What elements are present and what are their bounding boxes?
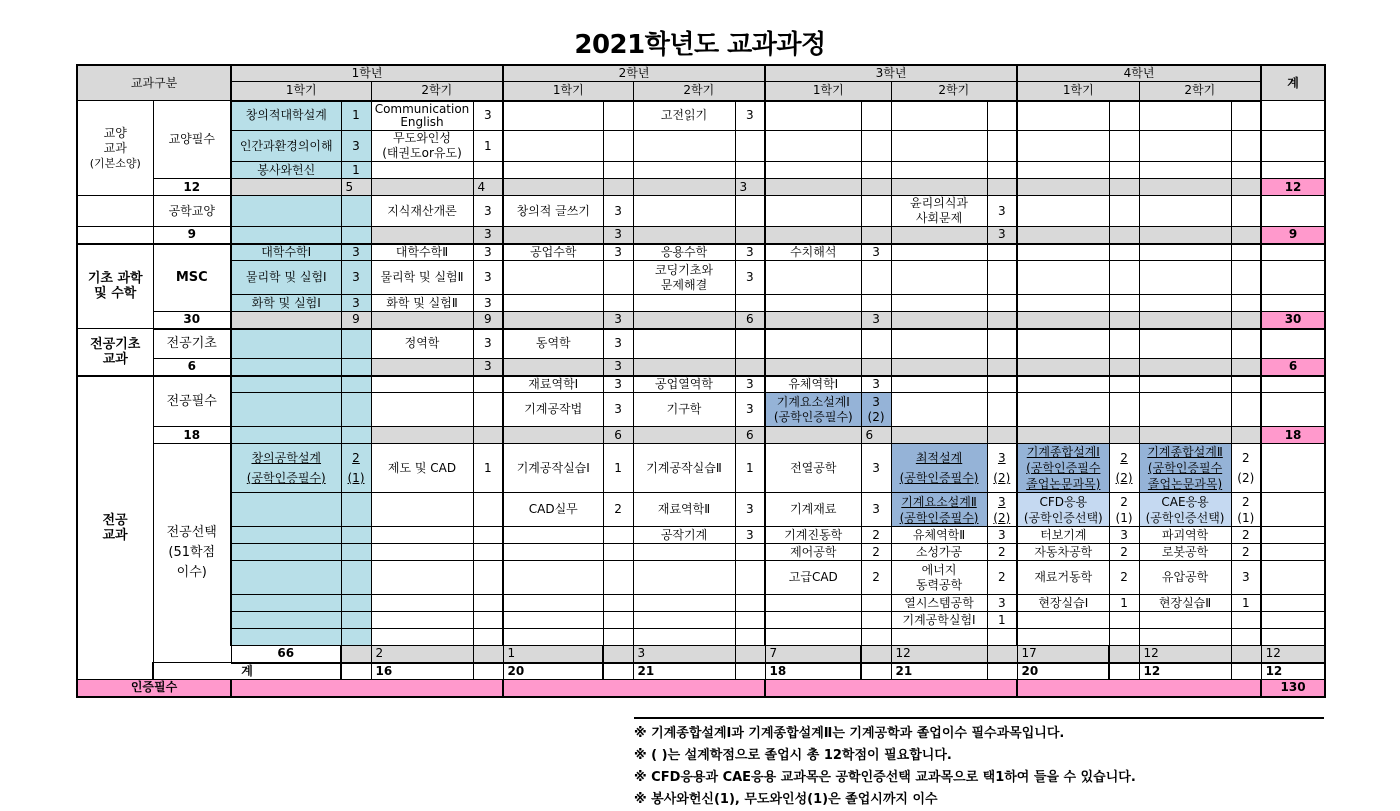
group-basic: 기초 과학 및 수학 xyxy=(77,244,153,329)
course-cell: 유체역학Ⅱ xyxy=(891,527,987,544)
course-cell: 응용수학 xyxy=(633,244,735,261)
subtotal-cell: 6 xyxy=(603,427,633,444)
course-cell: 화학 및 실험Ⅰ xyxy=(231,295,341,312)
subtotal-cell: 9 xyxy=(341,312,371,329)
header-total: 계 xyxy=(1261,65,1325,101)
subtotal-label: 6 xyxy=(153,359,231,376)
credit-cell: 3 xyxy=(861,376,891,393)
subtotal-cell: 3 xyxy=(603,312,633,329)
credit-cell: 3 xyxy=(603,196,633,227)
grand-total-cell: 21 xyxy=(633,663,735,680)
credit-cell: 3 xyxy=(861,244,891,261)
course-cell: 기계공작실습Ⅰ xyxy=(503,444,603,493)
credit-cell: 3 xyxy=(473,329,503,359)
total-cell: 6 xyxy=(1261,359,1325,376)
subtotal-label: 12 xyxy=(153,179,231,196)
credit-cell: 3 xyxy=(341,244,371,261)
category-major-elec: 전공선택 (51학점 이수) xyxy=(153,444,231,663)
category-major-req: 전공필수 xyxy=(153,376,231,427)
course-cell: 지식재산개론 xyxy=(371,196,473,227)
course-cell: 고급CAD xyxy=(765,561,861,595)
course-cell: CAD실무 xyxy=(503,493,603,527)
course-cell: 열시스템공학 xyxy=(891,595,987,612)
course-cell: 코딩기초와 문제해결 xyxy=(633,261,735,295)
course-cell: 화학 및 실험Ⅱ xyxy=(371,295,473,312)
header-sem: 2학기 xyxy=(891,82,1017,101)
credit-cell: 3 (2) xyxy=(861,393,891,427)
credit-cell: 3 xyxy=(735,393,765,427)
subtotal-cell: 1 xyxy=(503,646,603,663)
header-sem: 1학기 xyxy=(231,82,371,101)
credit-cell: 3 xyxy=(1109,527,1139,544)
subtotal-label: 30 xyxy=(153,312,231,329)
credit-cell: 3 xyxy=(735,527,765,544)
grand-total-cell: 16 xyxy=(371,663,473,680)
credit-cell: 1 xyxy=(341,162,371,179)
curriculum-table xyxy=(76,64,1326,698)
credit-cell: 1 xyxy=(473,131,503,162)
grand-total-cell: 20 xyxy=(1017,663,1109,680)
credit-cell: 3 xyxy=(987,527,1017,544)
course-cell: 인간과환경의이해 xyxy=(231,131,341,162)
course-cell: 현장실습Ⅱ xyxy=(1139,595,1231,612)
course-cell: 에너지 동력공학 xyxy=(891,561,987,595)
course-cell: 기계공작실습Ⅱ xyxy=(633,444,735,493)
credit-cell: 3 xyxy=(735,101,765,131)
subtotal-cell: 3 xyxy=(603,359,633,376)
course-cell: 전열공학 xyxy=(765,444,861,493)
credit-cell: 2 (1) xyxy=(341,444,371,493)
credit-cell: 2 xyxy=(861,527,891,544)
credit-cell: 1 xyxy=(987,612,1017,629)
course-cell: 고전읽기 xyxy=(633,101,735,131)
course-cell: 물리학 및 실험Ⅰ xyxy=(231,261,341,295)
category-msc: MSC xyxy=(153,244,231,312)
credit-cell: 3 xyxy=(603,393,633,427)
course-cell: 파괴역학 xyxy=(1139,527,1231,544)
footnotes xyxy=(634,717,1324,811)
credit-cell: 2 (2) xyxy=(1231,444,1261,493)
credit-cell: 3 xyxy=(861,444,891,493)
course-cell: 물리학 및 실험Ⅱ xyxy=(371,261,473,295)
header-sem: 1학기 xyxy=(1017,82,1139,101)
course-cell: Communication English xyxy=(371,101,473,131)
course-cell: 유체역학Ⅰ xyxy=(765,376,861,393)
credit-cell: 3 xyxy=(473,244,503,261)
credit-cell: 3 xyxy=(603,329,633,359)
total-cell: 18 xyxy=(1261,427,1325,444)
cert-required-label: 인증필수 xyxy=(77,680,231,697)
subtotal-label: 9 xyxy=(153,227,231,244)
header-year-2: 2학년 xyxy=(503,65,765,82)
credit-cell: 2 xyxy=(861,544,891,561)
credit-cell: 2 (2) xyxy=(1109,444,1139,493)
subtotal-cell: 4 xyxy=(473,179,503,196)
credit-cell: 2 xyxy=(987,544,1017,561)
course-cell: 기계진동학 xyxy=(765,527,861,544)
credit-cell: 3 xyxy=(603,376,633,393)
footnote: ※ 봉사와헌신(1), 무도와인성(1)은 졸업시까지 이수 xyxy=(634,792,938,807)
course-cell: 현장실습Ⅰ xyxy=(1017,595,1109,612)
grand-total-cell: 20 xyxy=(503,663,603,680)
credit-cell: 3 (2) xyxy=(987,493,1017,527)
course-cell: 창의공학설계 (공학인증필수) xyxy=(231,444,341,493)
subtotal-cell: 3 xyxy=(603,227,633,244)
course-cell: 봉사와헌신 xyxy=(231,162,341,179)
header-category: 교과구분 xyxy=(77,65,231,101)
course-cell: 최적설계 (공학인증필수) xyxy=(891,444,987,493)
credit-cell: 3 xyxy=(735,376,765,393)
course-cell: CFD응용 (공학인증선택) xyxy=(1017,493,1109,527)
course-cell: 공작기계 xyxy=(633,527,735,544)
footnote: ※ 기계종합설계Ⅰ과 기계종합설계Ⅱ는 기계공학과 졸업이수 필수과목입니다. xyxy=(634,726,1065,741)
header-sem: 1학기 xyxy=(503,82,633,101)
course-cell: 유압공학 xyxy=(1139,561,1231,595)
subtotal-cell: 7 xyxy=(765,646,861,663)
course-cell: 정역학 xyxy=(371,329,473,359)
course-cell: 기계종합설계Ⅱ (공학인증필수 졸업논문과목) xyxy=(1139,444,1231,493)
course-cell: 기계요소설계Ⅰ (공학인증필수) xyxy=(765,393,861,427)
course-cell: 공업열역학 xyxy=(633,376,735,393)
course-cell: 소성가공 xyxy=(891,544,987,561)
course-cell: 기계재료 xyxy=(765,493,861,527)
subtotal-cell: 2 xyxy=(371,646,473,663)
credit-cell: 3 xyxy=(1231,561,1261,595)
subtotal-cell: 12 xyxy=(1261,646,1325,663)
credit-cell: 1 xyxy=(341,101,371,131)
credit-cell: 3 xyxy=(473,196,503,227)
credit-cell: 3 xyxy=(341,261,371,295)
grand-total-label: 계 xyxy=(153,663,341,680)
course-cell: 대학수학Ⅱ xyxy=(371,244,473,261)
subtotal-cell: 3 xyxy=(735,179,765,196)
credit-cell: 2 (1) xyxy=(1109,493,1139,527)
header-year-3: 3학년 xyxy=(765,65,1017,82)
cert-required-total: 130 xyxy=(1261,680,1325,697)
footnote: ※ CFD응용과 CAE응용 교과목은 공학인증선택 교과목으로 택1하여 들을 수 있습니다. xyxy=(634,770,1136,785)
subtotal-cell: 3 xyxy=(473,359,503,376)
category-eng-lib: 공학교양 xyxy=(153,196,231,227)
subtotal-cell: 12 xyxy=(891,646,987,663)
subtotal-cell: 3 xyxy=(861,312,891,329)
credit-cell: 2 xyxy=(987,561,1017,595)
header-sem: 2학기 xyxy=(633,82,765,101)
course-cell: 기계공작법 xyxy=(503,393,603,427)
total-cell: 30 xyxy=(1261,312,1325,329)
subtotal-label: 66 xyxy=(231,646,341,663)
course-cell: 기구학 xyxy=(633,393,735,427)
subtotal-cell: 5 xyxy=(341,179,371,196)
course-cell: 수치해석 xyxy=(765,244,861,261)
credit-cell: 2 xyxy=(1231,544,1261,561)
header-year-4: 4학년 xyxy=(1017,65,1261,82)
credit-cell: 3 xyxy=(735,493,765,527)
course-cell: 윤리의식과 사회문제 xyxy=(891,196,987,227)
credit-cell: 1 xyxy=(1109,595,1139,612)
header-sem: 2학기 xyxy=(1139,82,1261,101)
course-cell: CAE응용 (공학인증선택) xyxy=(1139,493,1231,527)
grand-total-cell: 12 xyxy=(1261,663,1325,680)
subtotal-cell: 6 xyxy=(861,427,891,444)
grand-total-cell: 18 xyxy=(765,663,861,680)
page-title: 2021학년도 교과과정 xyxy=(574,30,826,60)
subtotal-cell: 12 xyxy=(1139,646,1231,663)
category-liberal-req: 교양필수 xyxy=(153,101,231,179)
group-liberal: 교양 교과 (기본소양) xyxy=(77,101,153,196)
course-cell: 재료역학Ⅱ xyxy=(633,493,735,527)
course-cell: 창의적대학설계 xyxy=(231,101,341,131)
credit-cell: 3 xyxy=(735,261,765,295)
course-cell: 터보기계 xyxy=(1017,527,1109,544)
course-cell: 로봇공학 xyxy=(1139,544,1231,561)
header-sem: 1학기 xyxy=(765,82,891,101)
subtotal-cell: 3 xyxy=(633,646,735,663)
course-cell: 동역학 xyxy=(503,329,603,359)
credit-cell: 3 xyxy=(341,295,371,312)
credit-cell: 3 xyxy=(341,131,371,162)
course-cell: 기계종합설계Ⅰ (공학인증필수 졸업논문과목) xyxy=(1017,444,1109,493)
credit-cell: 1 xyxy=(603,444,633,493)
subtotal-cell: 9 xyxy=(473,312,503,329)
subtotal-cell: 6 xyxy=(735,427,765,444)
credit-cell: 3 xyxy=(603,244,633,261)
credit-cell: 2 xyxy=(1109,561,1139,595)
grand-total-cell: 12 xyxy=(1139,663,1231,680)
header-sem: 2학기 xyxy=(371,82,503,101)
credit-cell: 1 xyxy=(1231,595,1261,612)
course-cell: 제도 및 CAD xyxy=(371,444,473,493)
subtotal-label: 18 xyxy=(153,427,231,444)
course-cell: 제어공학 xyxy=(765,544,861,561)
credit-cell: 1 xyxy=(473,444,503,493)
course-cell: 자동차공학 xyxy=(1017,544,1109,561)
credit-cell: 3 xyxy=(473,295,503,312)
credit-cell: 2 xyxy=(861,561,891,595)
credit-cell: 3 xyxy=(473,261,503,295)
subtotal-cell: 17 xyxy=(1017,646,1109,663)
credit-cell: 2 (1) xyxy=(1231,493,1261,527)
course-cell: 공업수학 xyxy=(503,244,603,261)
credit-cell: 3 xyxy=(987,595,1017,612)
grand-total-cell: 21 xyxy=(891,663,987,680)
credit-cell: 3 xyxy=(861,493,891,527)
course-cell: 기계요소설계Ⅱ (공학인증필수) xyxy=(891,493,987,527)
credit-cell: 3 xyxy=(473,101,503,131)
course-cell: 기계공학실험Ⅰ xyxy=(891,612,987,629)
subtotal-cell: 3 xyxy=(473,227,503,244)
credit-cell: 3 xyxy=(987,196,1017,227)
group-major: 전공 교과 xyxy=(77,376,153,680)
credit-cell: 2 xyxy=(603,493,633,527)
category-major-basic: 전공기초 xyxy=(153,329,231,359)
course-cell: 창의적 글쓰기 xyxy=(503,196,603,227)
footnote: ※ ( )는 설계학점으로 졸업시 총 12학점이 필요합니다. xyxy=(634,748,952,763)
course-cell: 재료역학Ⅰ xyxy=(503,376,603,393)
credit-cell: 1 xyxy=(735,444,765,493)
credit-cell: 3 xyxy=(735,244,765,261)
course-cell: 무도와인성 (태권도or유도) xyxy=(371,131,473,162)
group-major-basic: 전공기초 교과 xyxy=(77,329,153,376)
course-cell: 재료거동학 xyxy=(1017,561,1109,595)
credit-cell: 3 (2) xyxy=(987,444,1017,493)
subtotal-cell: 6 xyxy=(735,312,765,329)
total-cell: 12 xyxy=(1261,179,1325,196)
subtotal-cell: 3 xyxy=(987,227,1017,244)
header-year-1: 1학년 xyxy=(231,65,503,82)
credit-cell: 2 xyxy=(1109,544,1139,561)
total-cell: 9 xyxy=(1261,227,1325,244)
credit-cell: 2 xyxy=(1231,527,1261,544)
course-cell: 대학수학Ⅰ xyxy=(231,244,341,261)
